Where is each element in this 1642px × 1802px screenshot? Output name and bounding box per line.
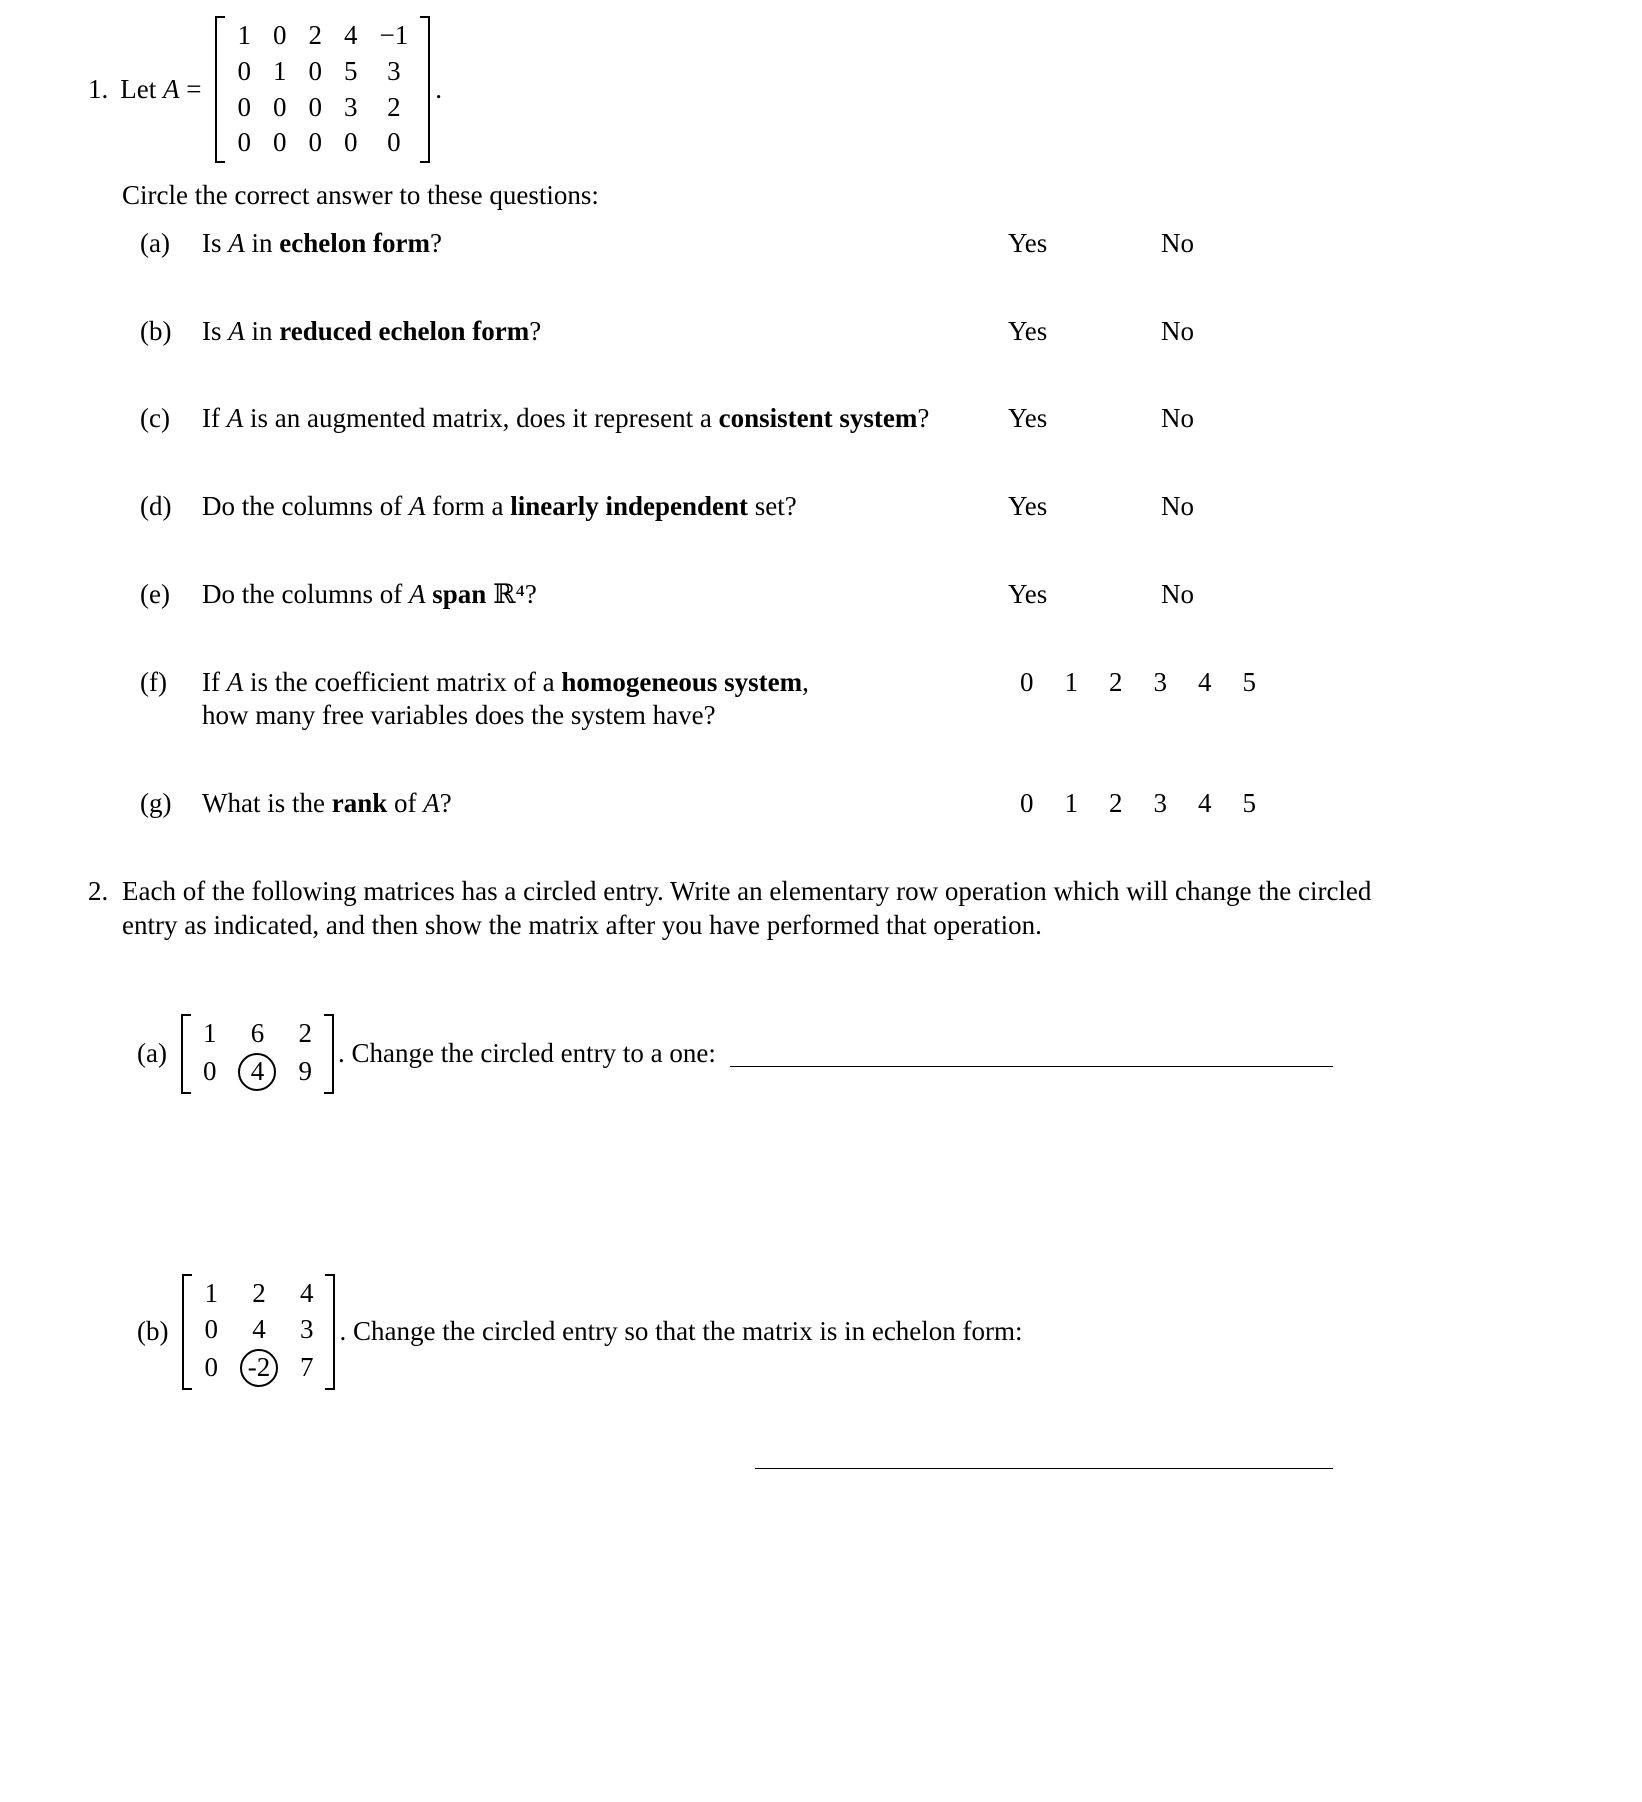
answer-options	[1020, 787, 1256, 821]
matrix-entry	[273, 19, 287, 53]
answer-option-5: 5	[1242, 788, 1256, 818]
lead-pre: Let	[120, 73, 163, 104]
answer-option-yes: Yes	[1008, 578, 1048, 609]
matrix-value: 0	[237, 91, 251, 122]
matrix-entry	[204, 1351, 218, 1385]
matrix-entry	[387, 55, 401, 89]
answer-option-no: No	[1161, 227, 1194, 258]
question-text: Do the columns of A form a linearly independent set?	[202, 491, 797, 521]
matrix-grid	[195, 1014, 320, 1094]
question-text: What is the rank of A?	[202, 788, 452, 818]
matrix-2a	[181, 1014, 334, 1094]
matrix-entry	[204, 1313, 218, 1347]
matrix-value: 4	[252, 1313, 266, 1344]
matrix-value: 0	[237, 127, 251, 158]
matrix-entry	[379, 19, 408, 53]
matrix-bracket-left	[215, 16, 225, 163]
answer-option-yes: Yes	[1008, 403, 1048, 434]
matrix-value: 3	[387, 55, 401, 86]
matrix-entry	[204, 1277, 218, 1311]
answer-option-2: 2	[1109, 788, 1123, 818]
matrix-value: 2	[387, 91, 401, 122]
matrix-entry	[237, 19, 251, 53]
question-label: (a)	[140, 227, 170, 258]
question-row-f	[140, 666, 1642, 734]
matrix-value: 2	[308, 20, 322, 50]
matrix-entry	[298, 1017, 312, 1051]
question-label: (g)	[140, 788, 172, 818]
matrix-bracket-right	[325, 1274, 335, 1390]
problem-2-number: 2.	[88, 875, 109, 906]
answer-option-0: 0	[1020, 666, 1034, 697]
matrix-value: 0	[387, 127, 401, 158]
answer-option-no: No	[1161, 315, 1194, 346]
matrix-value: 1	[237, 20, 251, 50]
matrix-value: 1	[272, 55, 287, 86]
variable-A: A	[162, 73, 180, 104]
answer-options	[1008, 402, 1194, 436]
matrix-bracket-left	[181, 1014, 191, 1094]
matrix-value: 1	[202, 1018, 217, 1049]
question-row-a	[140, 227, 1642, 261]
matrix-A	[215, 16, 430, 163]
matrix-entry	[300, 1313, 314, 1347]
matrix-value: 5	[343, 55, 358, 86]
matrix-grid	[229, 16, 416, 163]
matrix-entry	[308, 91, 322, 125]
matrix-value: 2	[298, 1018, 312, 1049]
matrix-value: 0	[343, 127, 358, 158]
answer-option-yes: Yes	[1008, 315, 1048, 346]
matrix-value: 7	[299, 1351, 314, 1382]
question-label: (f)	[140, 666, 167, 697]
question-text: Is A in reduced echelon form?	[202, 315, 542, 346]
matrix-entry	[300, 1277, 314, 1311]
answer-option-0: 0	[1020, 788, 1034, 818]
matrix-entry	[273, 55, 287, 89]
matrix-value: 9	[298, 1056, 312, 1087]
instruction-text: Circle the correct answer to these questions:	[122, 180, 599, 210]
question-text: If A is the coefficient matrix of a homogeneous system, how many free variables does the system have?	[202, 666, 809, 731]
problem-1-header	[88, 0, 1642, 163]
question-label: (c)	[140, 403, 170, 434]
circled-entry: -2	[240, 1349, 278, 1387]
matrix-entry	[252, 1277, 266, 1311]
matrix-value: 0	[272, 127, 287, 158]
matrix-entry	[308, 19, 322, 53]
question-text: Is A in echelon form?	[202, 227, 442, 258]
matrix-value: 0	[272, 20, 287, 50]
question-text: Do the columns of A span ℝ⁴?	[202, 578, 537, 609]
question-row-c	[140, 402, 1642, 436]
question-row-g	[140, 787, 1642, 821]
matrix-period: .	[435, 73, 442, 104]
answer-blank-line-b	[755, 1468, 1333, 1469]
matrix-value: 0	[272, 91, 287, 122]
matrix-value: −1	[379, 20, 409, 50]
answer-option-4: 4	[1198, 666, 1212, 697]
matrix-value: 0	[308, 127, 322, 158]
answer-option-3: 3	[1153, 788, 1167, 818]
answer-option-1: 1	[1064, 666, 1078, 697]
answer-options	[1008, 578, 1194, 612]
matrix-entry	[203, 1055, 217, 1089]
matrix-entry	[252, 1313, 266, 1347]
matrix-value: 4	[343, 20, 358, 50]
matrix-entry	[273, 126, 287, 160]
answer-option-no: No	[1161, 491, 1194, 521]
matrix-value: 4	[299, 1278, 314, 1308]
matrix-value: 0	[308, 91, 322, 122]
answer-options	[1008, 490, 1194, 524]
problem-2-part-b	[137, 1274, 1642, 1390]
answer-options	[1008, 227, 1194, 261]
answer-option-4: 4	[1198, 788, 1212, 818]
answer-blank-line-a	[730, 1066, 1333, 1067]
matrix-entry	[308, 55, 322, 89]
question-row-d	[140, 490, 1642, 524]
problem-2-intro: Each of the following matrices has a circled entry. Write an elementary row operation which will change the circled entry as indicated, and then show the matrix after you have performed that operation.	[122, 875, 1372, 940]
matrix-grid	[196, 1274, 321, 1390]
question-label: (b)	[140, 315, 172, 346]
problem-1-number: 1.	[88, 73, 109, 104]
matrix-entry	[240, 1349, 278, 1387]
matrix-entry	[344, 19, 358, 53]
part-a-label: (a)	[137, 1038, 167, 1069]
answer-option-yes: Yes	[1008, 227, 1048, 258]
matrix-entry	[387, 91, 401, 125]
question-text-line2: how many free variables does the system have?	[202, 700, 716, 731]
answer-option-yes: Yes	[1008, 491, 1048, 521]
problem-2	[0, 875, 1642, 1390]
matrix-2b	[182, 1274, 335, 1390]
matrix-value: 3	[343, 91, 358, 122]
matrix-entry	[308, 126, 322, 160]
matrix-bracket-left	[182, 1274, 192, 1390]
matrix-value: 0	[237, 55, 251, 86]
problem-1	[0, 0, 1642, 821]
question-row-b	[140, 315, 1642, 349]
matrix-entry	[387, 126, 401, 160]
matrix-bracket-right	[324, 1014, 334, 1094]
answer-option-5: 5	[1242, 666, 1256, 697]
question-row-e	[140, 578, 1642, 612]
question-list	[0, 227, 1642, 821]
matrix-value: 3	[299, 1313, 314, 1344]
answer-option-2: 2	[1109, 666, 1123, 697]
part-b-label: (b)	[137, 1315, 169, 1346]
problem-2-part-a	[137, 1014, 1333, 1094]
matrix-value: 0	[204, 1313, 218, 1344]
matrix-entry	[344, 55, 358, 89]
answer-option-3: 3	[1153, 666, 1167, 697]
question-label: (e)	[140, 578, 170, 609]
matrix-entry	[237, 55, 251, 89]
problem-2-header	[88, 875, 1642, 943]
lead-equals: =	[179, 73, 202, 104]
question-label: (d)	[140, 491, 172, 521]
matrix-entry	[251, 1017, 265, 1051]
matrix-entry	[344, 126, 358, 160]
part-b-prompt: . Change the circled entry so that the matrix is in echelon form:	[339, 1315, 1023, 1346]
matrix-entry	[300, 1351, 314, 1385]
matrix-value: 0	[202, 1056, 217, 1087]
matrix-entry	[273, 91, 287, 125]
answer-options	[1008, 315, 1194, 349]
matrix-value: 0	[308, 55, 322, 86]
matrix-entry	[237, 126, 251, 160]
answer-options	[1020, 666, 1256, 700]
problem-1-lead	[120, 73, 201, 107]
question-text: If A is an augmented matrix, does it represent a consistent system?	[202, 403, 930, 434]
answer-option-no: No	[1161, 403, 1194, 434]
matrix-value: 1	[204, 1278, 218, 1308]
matrix-value: 6	[250, 1018, 265, 1049]
matrix-entry	[238, 1053, 276, 1091]
matrix-value: 2	[252, 1278, 266, 1308]
matrix-bracket-right	[420, 16, 430, 163]
matrix-entry	[298, 1055, 312, 1089]
matrix-value: 0	[204, 1351, 218, 1382]
answer-option-no: No	[1161, 578, 1194, 609]
matrix-entry	[237, 91, 251, 125]
matrix-entry	[344, 91, 358, 125]
matrix-entry	[203, 1017, 217, 1051]
circled-entry: 4	[238, 1053, 276, 1091]
answer-option-1: 1	[1064, 788, 1078, 818]
part-a-prompt: . Change the circled entry to a one:	[337, 1038, 716, 1069]
